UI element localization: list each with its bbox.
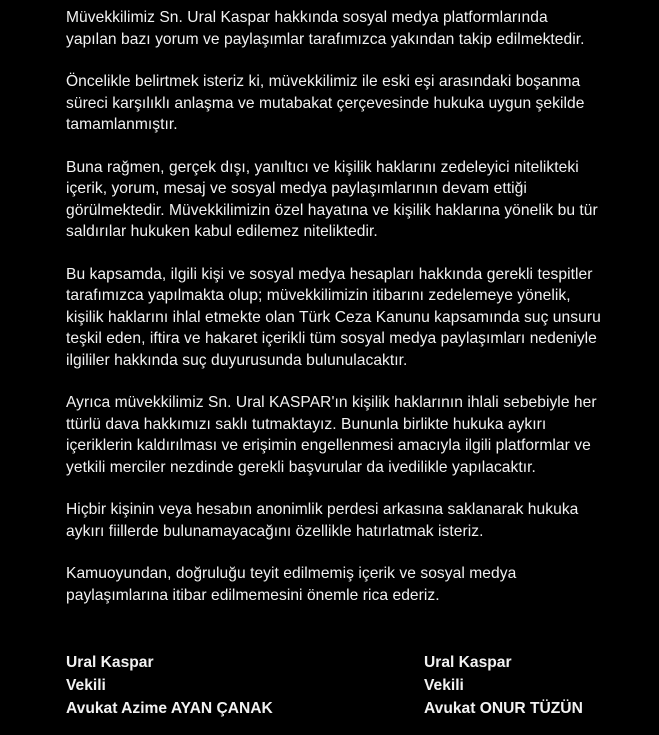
signature-right: [424, 651, 583, 720]
text-line: tamamlanmıştır.: [66, 116, 178, 133]
signature-lawyer: Avukat ONUR TÜZÜN: [424, 700, 583, 717]
text-line: içeriklerin kaldırılması ve erişimin engellenmesi amacıyla ilgili platformlar ve: [66, 437, 591, 454]
text-line: teşkil eden, iftira ve hakaret içerikli tüm sosyal medya paylaşımları nedeniyle: [66, 330, 597, 347]
paragraph-intro: [66, 7, 626, 50]
text-line: Ayrıca müvekkilimiz Sn. Ural KASPAR'ın kişilik haklarının ihlali sebebiyle her: [66, 394, 597, 411]
text-line: paylaşımlarına itibar edilmemesini önemle rica ederiz.: [66, 586, 440, 604]
paragraph-divorce: [66, 71, 626, 136]
text-line: ilgililer hakkında suç duyurusunda bulunulacaktır.: [66, 351, 408, 369]
signature-role: Vekili: [424, 677, 464, 694]
signature-client: Ural Kaspar: [66, 654, 154, 671]
text-line: tarafımızca yapılmakta olup; müvekkilimizin itibarını zedelemeye yönelik,: [66, 287, 571, 304]
text-line: yetkili merciler nezdinde gerekli başvurular da ivedilikle yapılacaktır.: [66, 458, 536, 476]
text-line: içerik, yorum, mesaj ve sosyal medya paylaşımlarının devam ettiği: [66, 180, 527, 197]
paragraph-legal-rights: [66, 392, 626, 478]
paragraph-public-request: [66, 563, 626, 606]
signature-role: Vekili: [66, 677, 106, 694]
text-line: saldırılar hukuken kabul edilemez niteliktedir.: [66, 223, 378, 240]
signature-lawyer: Avukat Azime AYAN ÇANAK: [66, 700, 273, 717]
text-line: süreci karşılıklı anlaşma ve mutabakat çerçevesinde hukuka uygun şekilde: [66, 94, 585, 112]
statement-body: [66, 7, 626, 627]
text-line: kişilik haklarını ihlal etmekte olan Türk Ceza Kanunu kapsamında suç unsuru: [66, 308, 601, 326]
text-line: yapılan bazı yorum ve paylaşımlar tarafımızca yakından takip edilmektedir.: [66, 30, 585, 48]
text-line: ttürlü dava hakkımızı saklı tutmaktayız. Bununla birlikte hukuka aykırı: [66, 415, 547, 433]
text-line: Hiçbir kişinin veya hesabın anonimlik perdesi arkasına saklanarak hukuka: [66, 501, 579, 518]
text-line: Müvekkilimiz Sn. Ural Kaspar hakkında sosyal medya platformlarında: [66, 9, 548, 26]
signature-left: [66, 651, 273, 720]
text-line: Buna rağmen, gerçek dışı, yanıltıcı ve kişilik haklarını zedeleyici nitelikteki: [66, 158, 579, 176]
text-line: Öncelikle belirtmek isteriz ki, müvekkilimiz ile eski eşi arasındaki boşanma: [66, 73, 581, 90]
signature-client: Ural Kaspar: [424, 654, 512, 671]
paragraph-anonymity-warning: [66, 499, 626, 542]
text-line: aykırı fiillerde bulunamayacağını özellikle hatırlatmak isteriz.: [66, 522, 484, 540]
text-line: Bu kapsamda, ilgili kişi ve sosyal medya hesapları hakkında gerekli tespitler: [66, 265, 593, 283]
text-line: görülmektedir. Müvekkilimizin özel hayatına ve kişilik haklarına yönelik bu tür: [66, 201, 598, 219]
paragraph-misleading-content: [66, 157, 626, 243]
text-line: Kamuoyundan, doğruluğu teyit edilmemiş içerik ve sosyal medya: [66, 565, 517, 582]
paragraph-criminal-complaint: [66, 264, 626, 372]
